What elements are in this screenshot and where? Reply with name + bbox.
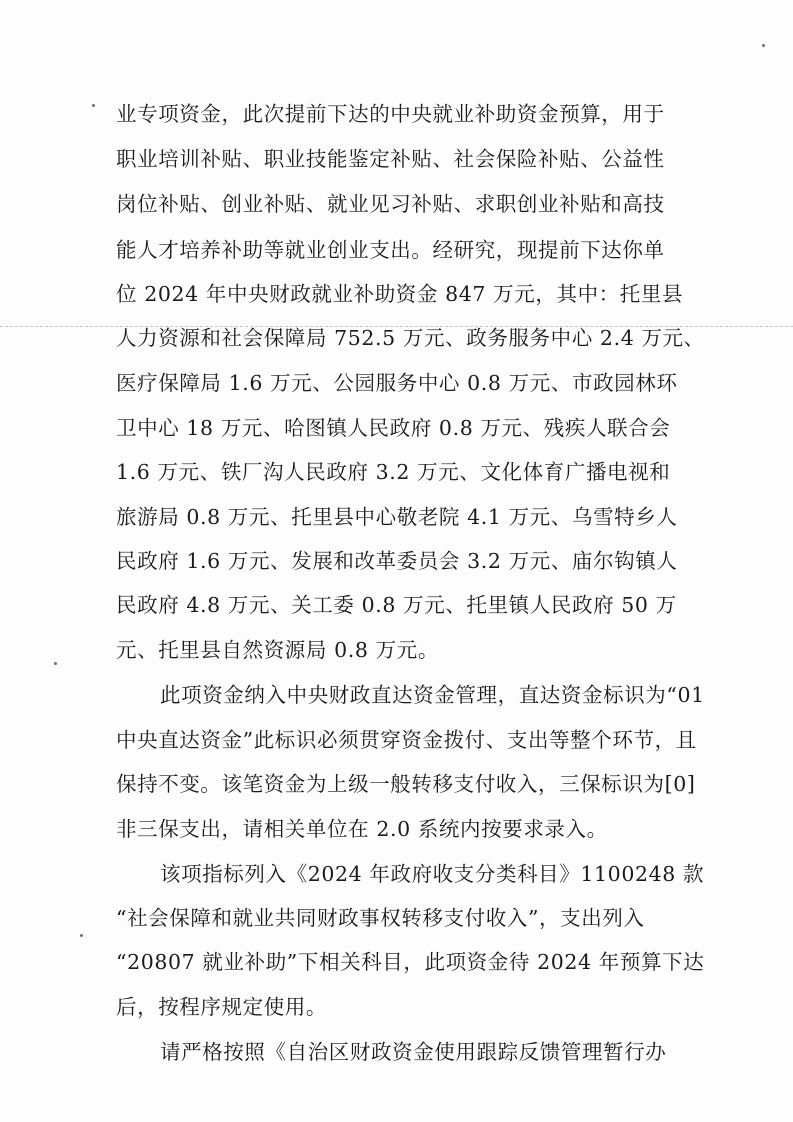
text-line-3: 岗位补贴、创业补贴、就业见习补贴、求职创业补贴和高技: [116, 192, 665, 216]
text-line-8: 卫中心 18 万元、哈图镇人民政府 0.8 万元、残疾人联合会: [116, 416, 671, 440]
text-line-12: 民政府 4.8 万元、关工委 0.8 万元、托里镇人民政府 50 万: [116, 593, 677, 617]
scan-speck: [80, 934, 83, 937]
scan-speck: [92, 104, 95, 107]
text-line-1: 业专项资金，此次提前下达的中央就业补助资金预算，用于: [116, 102, 665, 126]
text-line-17: 非三保支出，请相关单位在 2.0 系统内按要求录入。: [116, 817, 608, 841]
text-line-6: 人力资源和社会保障局 752.5 万元、政务服务中心 2.4 万元、: [116, 326, 705, 350]
text-line-7: 医疗保障局 1.6 万元、公园服务中心 0.8 万元、市政园林环: [116, 371, 678, 395]
text-line-16: 保持不变。该笔资金为上级一般转移支付收入，三保标识为[0]: [116, 772, 696, 796]
text-line-20: “20807 就业补助”下相关科目，此项资金待 2024 年预算下达: [116, 950, 705, 974]
text-line-22: 请严格按照《自治区财政资金使用跟踪反馈管理暂行办: [160, 1040, 667, 1064]
text-line-19: “社会保障和就业共同财政事权转移支付收入”，支出列入: [116, 906, 645, 930]
text-line-13: 元、托里县自然资源局 0.8 万元。: [116, 638, 439, 662]
text-line-2: 职业培训补贴、职业技能鉴定补贴、社会保险补贴、公益性: [116, 147, 665, 171]
text-line-11: 民政府 1.6 万元、发展和改革委员会 3.2 万元、庙尔钩镇人: [116, 549, 678, 573]
scan-speck: [54, 662, 57, 665]
text-line-21: 后，按程序规定使用。: [116, 995, 327, 1019]
scan-speck: [762, 44, 765, 47]
text-line-15: 中央直达资金”此标识必须贯穿资金拨付、支出等整个环节，且: [116, 728, 697, 752]
text-line-14: 此项资金纳入中央财政直达资金管理，直达资金标识为“01: [160, 683, 705, 707]
text-line-10: 旅游局 0.8 万元、托里县中心敬老院 4.1 万元、乌雪特乡人: [116, 505, 678, 529]
text-line-5: 位 2024 年中央财政就业补助资金 847 万元，其中：托里县: [116, 282, 684, 306]
text-line-4: 能人才培养补助等就业创业支出。经研究，现提前下达你单: [116, 238, 665, 262]
text-line-18: 该项指标列入《2024 年政府收支分类科目》1100248 款: [160, 862, 705, 886]
text-line-9: 1.6 万元、铁厂沟人民政府 3.2 万元、文化体育广播电视和: [116, 460, 671, 484]
